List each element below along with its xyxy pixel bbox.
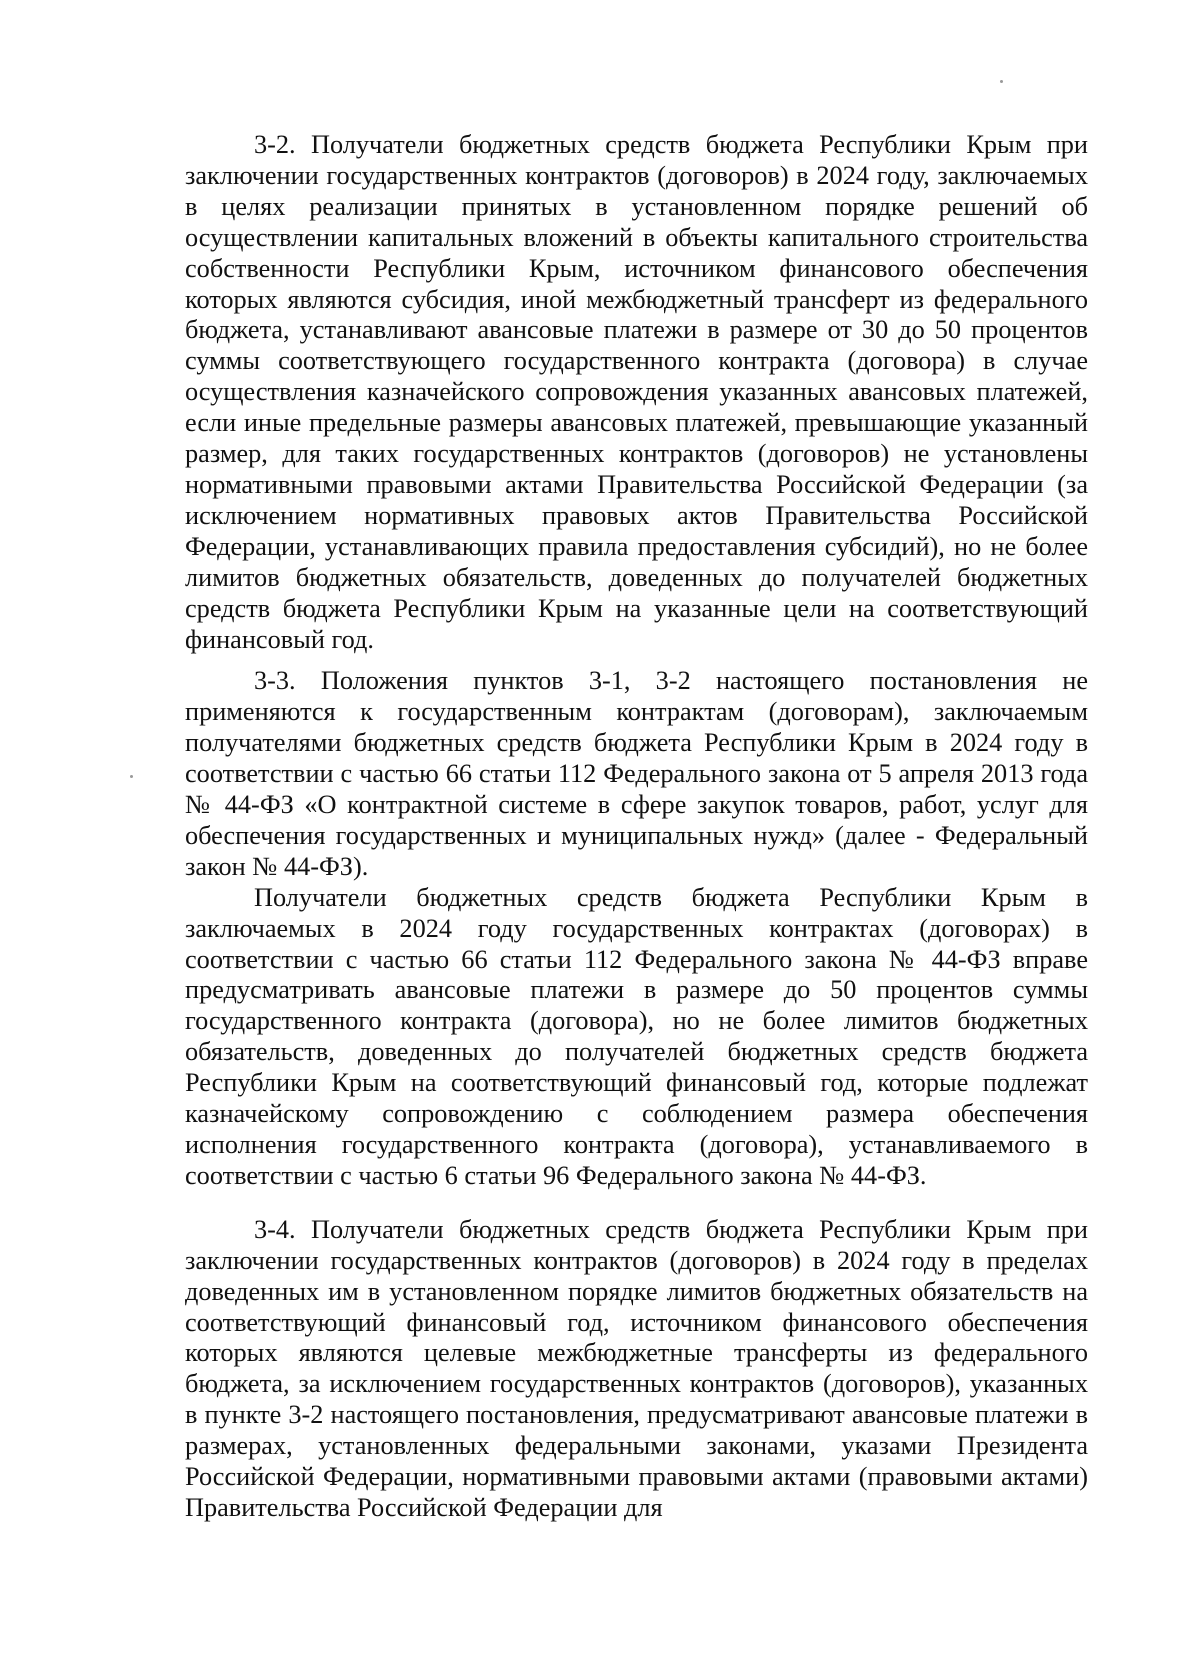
document-page	[185, 130, 1088, 1524]
paragraph-3-4: 3-4. Получатели бюджетных средств бюджета Республики Крым при заключении государственных контрактов (договоров) в 2024 году в пределах доведенных им в установленном порядке лимитов бюджетных обязательств на соответствующий финансовый год, источником финансового обеспечения которых являются целевые межбюджетные трансферты из федерального бюджета, за исключением государственных контрактов (договоров), указанных в пункте 3-2 настоящего постановления, предусматривают авансовые платежи в размерах, установленных федеральными законами, указами Президента Российской Федерации, нормативными правовыми актами (правовыми актами) Правительства Российской Федерации для	[185, 1214, 1088, 1522]
scan-speck	[1000, 80, 1003, 83]
paragraph-3-2: 3-2. Получатели бюджетных средств бюджета Республики Крым при заключении государственных контрактов (договоров) в 2024 году, заключаемых в целях реализации принятых в установленном порядке решений об осуществлении капитальных вложений в объекты капитального строительства собственности Республики Крым, источником финансового обеспечения которых являются субсидия, иной межбюджетный трансферт из федерального бюджета, устанавливают авансовые платежи в размере от 30 до 50 процентов суммы соответствующего государственного контракта (договора) в случае осуществления казначейского сопровождения указанных авансовых платежей, если иные предельные размеры авансовых платежей, превышающие указанный размер, для таких государственных контрактов (договоров) не установлены нормативными правовыми актами Правительства Российской Федерации (за исключением нормативных правовых актов Правительства Российской Федерации, устанавливающих правила предоставления субсидий), но не более лимитов бюджетных обязательств, доведенных до получателей бюджетных средств бюджета Республики Крым на указанные цели на соответствующий финансовый год.	[185, 130, 1088, 654]
paragraph-3-3: 3-3. Положения пунктов 3-1, 3-2 настоящего постановления не применяются к государственным контрактам (договорам), заключаемым получателями бюджетных средств бюджета Республики Крым в 2024 году в соответствии с частью 66 статьи 112 Федерального закона от 5 апреля 2013 года № 44-ФЗ «О контрактной системе в сфере закупок товаров, работ, услуг для обеспечения государственных и муниципальных нужд» (далее - Федеральный закон № 44-ФЗ).	[185, 666, 1088, 881]
scan-speck	[130, 775, 133, 778]
paragraph-3-3-continuation: Получатели бюджетных средств бюджета Республики Крым в заключаемых в 2024 году государственных контрактах (договорах) в соответствии с частью 66 статьи 112 Федерального закона № 44-ФЗ вправе предусматривать авансовые платежи в размере до 50 процентов суммы государственного контракта (договора), но не более лимитов бюджетных обязательств, доведенных до получателей бюджетных средств бюджета Республики Крым на соответствующий финансовый год, которые подлежат казначейскому сопровождению с соблюдением размера обеспечения исполнения государственного контракта (договора), устанавливаемого в соответствии с частью 6 статьи 96 Федерального закона № 44-ФЗ.	[185, 882, 1088, 1190]
